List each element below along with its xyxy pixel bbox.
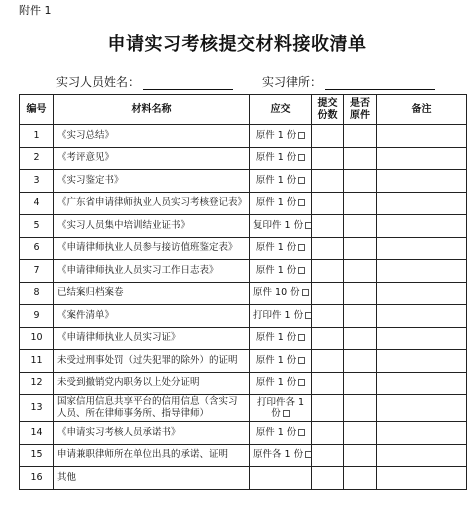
is-original-cell[interactable] — [344, 467, 377, 490]
notes-cell[interactable] — [377, 395, 467, 422]
law-firm-blank-line[interactable] — [325, 75, 435, 90]
required-text: 原件 1 份 — [255, 354, 297, 366]
required-cell — [250, 467, 312, 490]
notes-cell[interactable] — [377, 350, 467, 373]
is-original-cell[interactable] — [344, 147, 377, 170]
required-cell — [250, 147, 312, 170]
required-text: 原件 1 份 — [255, 197, 297, 209]
row-number: 6 — [20, 237, 54, 260]
checkbox-icon[interactable] — [298, 334, 305, 341]
checkbox-icon[interactable] — [298, 429, 305, 436]
is-original-cell[interactable] — [344, 192, 377, 215]
is-original-cell[interactable] — [344, 395, 377, 422]
submitted-count-cell[interactable] — [312, 372, 344, 395]
table-row — [20, 192, 467, 215]
row-number: 5 — [20, 215, 54, 238]
submitted-count-cell[interactable] — [312, 192, 344, 215]
is-original-cell[interactable] — [344, 305, 377, 328]
submitted-count-cell[interactable] — [312, 282, 344, 305]
table-row — [20, 305, 467, 328]
header-notes: 备注 — [377, 95, 467, 125]
required-cell — [250, 192, 312, 215]
intern-name-label: 实习人员姓名： — [56, 75, 141, 89]
notes-cell[interactable] — [377, 192, 467, 215]
required-cell — [250, 350, 312, 373]
notes-cell[interactable] — [377, 260, 467, 283]
required-text: 复印件 1 份 — [253, 219, 304, 231]
row-number: 9 — [20, 305, 54, 328]
required-text: 原件 1 份 — [255, 174, 297, 186]
table-row — [20, 350, 467, 373]
is-original-cell[interactable] — [344, 260, 377, 283]
row-number: 14 — [20, 422, 54, 445]
required-cell — [250, 395, 312, 422]
is-original-cell[interactable] — [344, 125, 377, 148]
table-row — [20, 260, 467, 283]
checkbox-icon[interactable] — [298, 132, 305, 139]
required-cell — [250, 327, 312, 350]
table-row — [20, 125, 467, 148]
notes-cell[interactable] — [377, 237, 467, 260]
material-name: 已结案归档案卷 — [54, 282, 250, 305]
table-row — [20, 237, 467, 260]
is-original-cell[interactable] — [344, 237, 377, 260]
header-number: 编号 — [20, 95, 54, 125]
material-name: 《实习人员集中培训结业证书》 — [54, 215, 250, 238]
required-text: 打印件 1 份 — [253, 309, 304, 321]
row-number: 16 — [20, 467, 54, 490]
table-row — [20, 327, 467, 350]
table-row — [20, 372, 467, 395]
notes-cell[interactable] — [377, 147, 467, 170]
row-number: 12 — [20, 372, 54, 395]
required-cell — [250, 305, 312, 328]
material-name: 《申请律师执业人员实习工作日志表》 — [54, 260, 250, 283]
required-text: 原件 1 份 — [255, 129, 297, 141]
material-name: 《申请律师执业人员参与接访值班鉴定表》 — [54, 237, 250, 260]
required-text: 原件 1 份 — [255, 332, 297, 344]
row-number: 4 — [20, 192, 54, 215]
table-row — [20, 422, 467, 445]
is-original-cell[interactable] — [344, 350, 377, 373]
material-name: 《申请律师执业人员实习证》 — [54, 327, 250, 350]
required-cell — [250, 372, 312, 395]
is-original-cell[interactable] — [344, 215, 377, 238]
required-text: 原件 1 份 — [255, 152, 297, 164]
required-text: 原件 10 份 — [253, 287, 300, 299]
table-row — [20, 467, 467, 490]
is-original-cell[interactable] — [344, 327, 377, 350]
submitted-count-cell[interactable] — [312, 444, 344, 467]
table-row — [20, 147, 467, 170]
intern-name-blank-line[interactable] — [143, 75, 233, 90]
submitted-count-cell[interactable] — [312, 327, 344, 350]
material-name: 《实习总结》 — [54, 125, 250, 148]
notes-cell[interactable] — [377, 327, 467, 350]
material-name: 未受过刑事处罚（过失犯罪的除外）的证明 — [54, 350, 250, 373]
required-cell — [250, 260, 312, 283]
required-text: 打印件各 1 份 — [256, 397, 305, 419]
material-name: 《实习鉴定书》 — [54, 170, 250, 193]
material-name: 未受到撤销党内职务以上处分证明 — [54, 372, 250, 395]
checkbox-icon[interactable] — [298, 379, 305, 386]
row-number: 13 — [20, 395, 54, 422]
checkbox-icon[interactable] — [305, 312, 311, 319]
submitted-count-cell[interactable] — [312, 260, 344, 283]
header-submitted-count: 提交份数 — [312, 95, 344, 125]
law-firm-field — [262, 72, 435, 90]
checkbox-icon[interactable] — [302, 289, 309, 296]
row-number: 11 — [20, 350, 54, 373]
appendix-label: 附件 1 — [19, 4, 52, 17]
table-row — [20, 282, 467, 305]
page-title: 申请实习考核提交材料接收清单 — [107, 34, 367, 55]
submitted-count-cell[interactable] — [312, 395, 344, 422]
submitted-count-cell[interactable] — [312, 422, 344, 445]
table-row — [20, 444, 467, 467]
required-text: 原件各 1 份 — [253, 449, 304, 461]
material-name: 《申请实习考核人员承诺书》 — [54, 422, 250, 445]
table-row — [20, 215, 467, 238]
law-firm-label: 实习律所： — [262, 75, 323, 89]
checkbox-icon[interactable] — [298, 199, 305, 206]
table-row — [20, 395, 467, 422]
materials-table — [19, 94, 467, 490]
notes-cell[interactable] — [377, 444, 467, 467]
submitted-count-cell[interactable] — [312, 467, 344, 490]
is-original-cell[interactable] — [344, 372, 377, 395]
checkbox-icon[interactable] — [283, 410, 290, 417]
required-cell — [250, 215, 312, 238]
submitted-count-cell[interactable] — [312, 170, 344, 193]
material-name: 申请兼职律师所在单位出具的承诺、证明 — [54, 444, 250, 467]
material-name: 《广东省申请律师执业人员实习考核登记表》 — [54, 192, 250, 215]
notes-cell[interactable] — [377, 125, 467, 148]
material-name: 《案件清单》 — [54, 305, 250, 328]
notes-cell[interactable] — [377, 215, 467, 238]
required-text: 原件 1 份 — [255, 377, 297, 389]
notes-cell[interactable] — [377, 305, 467, 328]
row-number: 15 — [20, 444, 54, 467]
header-is-original: 是否原件 — [344, 95, 377, 125]
submitted-count-cell[interactable] — [312, 147, 344, 170]
notes-cell[interactable] — [377, 282, 467, 305]
intern-name-field — [56, 72, 233, 90]
row-number: 1 — [20, 125, 54, 148]
submitted-count-cell[interactable] — [312, 215, 344, 238]
notes-cell[interactable] — [377, 372, 467, 395]
row-number: 10 — [20, 327, 54, 350]
is-original-cell[interactable] — [344, 170, 377, 193]
required-cell — [250, 444, 312, 467]
checkbox-icon[interactable] — [298, 154, 305, 161]
checkbox-icon[interactable] — [298, 357, 305, 364]
submitted-count-cell[interactable] — [312, 237, 344, 260]
submitted-count-cell[interactable] — [312, 350, 344, 373]
is-original-cell[interactable] — [344, 422, 377, 445]
notes-cell[interactable] — [377, 422, 467, 445]
is-original-cell[interactable] — [344, 282, 377, 305]
table-row — [20, 170, 467, 193]
material-name: 国家信用信息共享平台的信用信息（含实习人员、所在律师事务所、指导律师） — [54, 395, 250, 422]
table-header-row — [20, 95, 467, 125]
required-cell — [250, 422, 312, 445]
row-number: 3 — [20, 170, 54, 193]
notes-cell[interactable] — [377, 170, 467, 193]
checkbox-icon[interactable] — [298, 244, 305, 251]
required-text: 原件 1 份 — [255, 242, 297, 254]
required-cell — [250, 170, 312, 193]
checkbox-icon[interactable] — [305, 222, 311, 229]
material-name: 《考评意见》 — [54, 147, 250, 170]
is-original-cell[interactable] — [344, 444, 377, 467]
header-required: 应交 — [250, 95, 312, 125]
required-cell — [250, 237, 312, 260]
checkbox-icon[interactable] — [298, 177, 305, 184]
row-number: 2 — [20, 147, 54, 170]
required-text: 原件 1 份 — [255, 264, 297, 276]
required-text: 原件 1 份 — [255, 426, 297, 438]
checkbox-icon[interactable] — [298, 267, 305, 274]
submitted-count-cell[interactable] — [312, 125, 344, 148]
notes-cell[interactable] — [377, 467, 467, 490]
checkbox-icon[interactable] — [305, 451, 311, 458]
row-number: 8 — [20, 282, 54, 305]
material-name: 其他 — [54, 467, 250, 490]
required-cell — [250, 282, 312, 305]
submitted-count-cell[interactable] — [312, 305, 344, 328]
header-material-name: 材料名称 — [54, 95, 250, 125]
row-number: 7 — [20, 260, 54, 283]
required-cell — [250, 125, 312, 148]
